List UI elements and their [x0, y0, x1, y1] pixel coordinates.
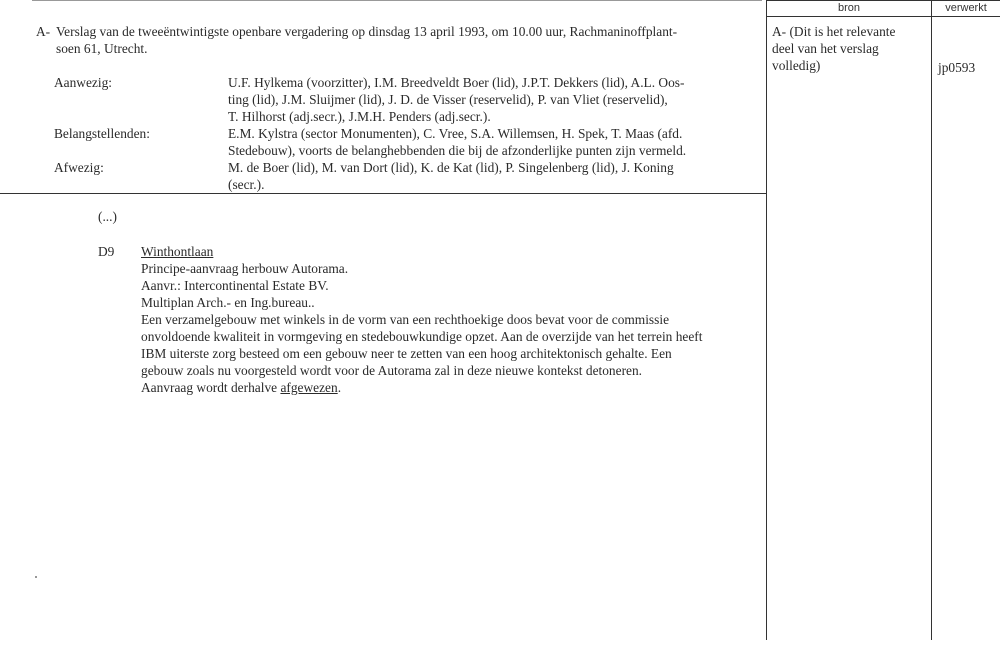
item-code: D9 — [98, 244, 115, 259]
present-label: Aanwezig: — [54, 75, 113, 90]
verwerkt-value: jp0593 — [938, 60, 976, 75]
bron-line-3: volledig) — [772, 58, 821, 73]
decision-prefix: Aanvraag wordt derhalve — [141, 380, 281, 395]
item-line-3: Multiplan Arch.- en Ing.bureau.. — [141, 295, 315, 310]
item-line-4: Een verzamelgebouw met winkels in de vorm van een rechthoekige doos bevat voor de commissie — [141, 312, 670, 327]
section-rule — [0, 193, 767, 194]
item-line-6: IBM uiterste zorg besteed om een gebouw neer te zetten van een hoog architektonisch gehalte. Een — [141, 346, 672, 361]
decision-word: afgewezen — [280, 380, 338, 395]
header-bottom-rule — [767, 16, 1000, 17]
header-line-2: soen 61, Utrecht. — [56, 41, 148, 56]
stakeholders-line-1: E.M. Kylstra (sector Monumenten), C. Vree, S.A. Willemsen, H. Spek, T. Maas (afd. — [228, 126, 683, 141]
absent-line-2: (secr.). — [228, 177, 265, 192]
bron-column-header: bron — [837, 2, 861, 14]
header-marker: A- — [36, 24, 51, 39]
column-divider-left — [766, 0, 767, 640]
absent-label: Afwezig: — [54, 160, 104, 175]
header-line-1: Verslag van de tweeëntwintigste openbare vergadering op dinsdag 13 april 1993, om 10.00 uur, Rachmaninoffplant- — [56, 24, 678, 39]
ellipsis: (...) — [98, 209, 117, 224]
header-top-rule — [767, 0, 1000, 1]
item-line-5: onvoldoende kwaliteit in vormgeving en stedebouwkundige opzet. Aan de overzijde van het terrein heeft — [141, 329, 703, 344]
stakeholders-label: Belangstellenden: — [54, 126, 150, 141]
scan-speck — [35, 576, 37, 578]
present-line-3: T. Hilhorst (adj.secr.), J.M.H. Penders (adj.secr.). — [228, 109, 491, 124]
bron-line-1: A- (Dit is het relevante — [772, 24, 896, 39]
item-line-2: Aanvr.: Intercontinental Estate BV. — [141, 278, 329, 293]
verwerkt-column-header: verwerkt — [945, 2, 987, 14]
absent-line-1: M. de Boer (lid), M. van Dort (lid), K. de Kat (lid), P. Singelenberg (lid), J. Koning — [228, 160, 674, 175]
column-divider-right — [931, 0, 932, 640]
decision-suffix: . — [337, 380, 342, 395]
item-title: Winthontlaan — [141, 244, 214, 259]
top-rule — [32, 0, 762, 1]
item-decision — [141, 379, 341, 396]
present-line-2: ting (lid), J.M. Sluijmer (lid), J. D. de Visser (reservelid), P. van Vliet (reservelid), — [228, 92, 668, 107]
stakeholders-line-2: Stedebouw), voorts de belanghebbenden die bij de afzonderlijke punten zijn vermeld. — [228, 143, 687, 158]
present-line-1: U.F. Hylkema (voorzitter), I.M. Breedveldt Boer (lid), J.P.T. Dekkers (lid), A.L. Oos- — [228, 75, 685, 90]
item-line-1: Principe-aanvraag herbouw Autorama. — [141, 261, 349, 276]
bron-line-2: deel van het verslag — [772, 41, 879, 56]
item-line-7: gebouw zoals nu voorgesteld wordt voor de Autorama zal in deze nieuwe kontekst detoneren. — [141, 363, 643, 378]
